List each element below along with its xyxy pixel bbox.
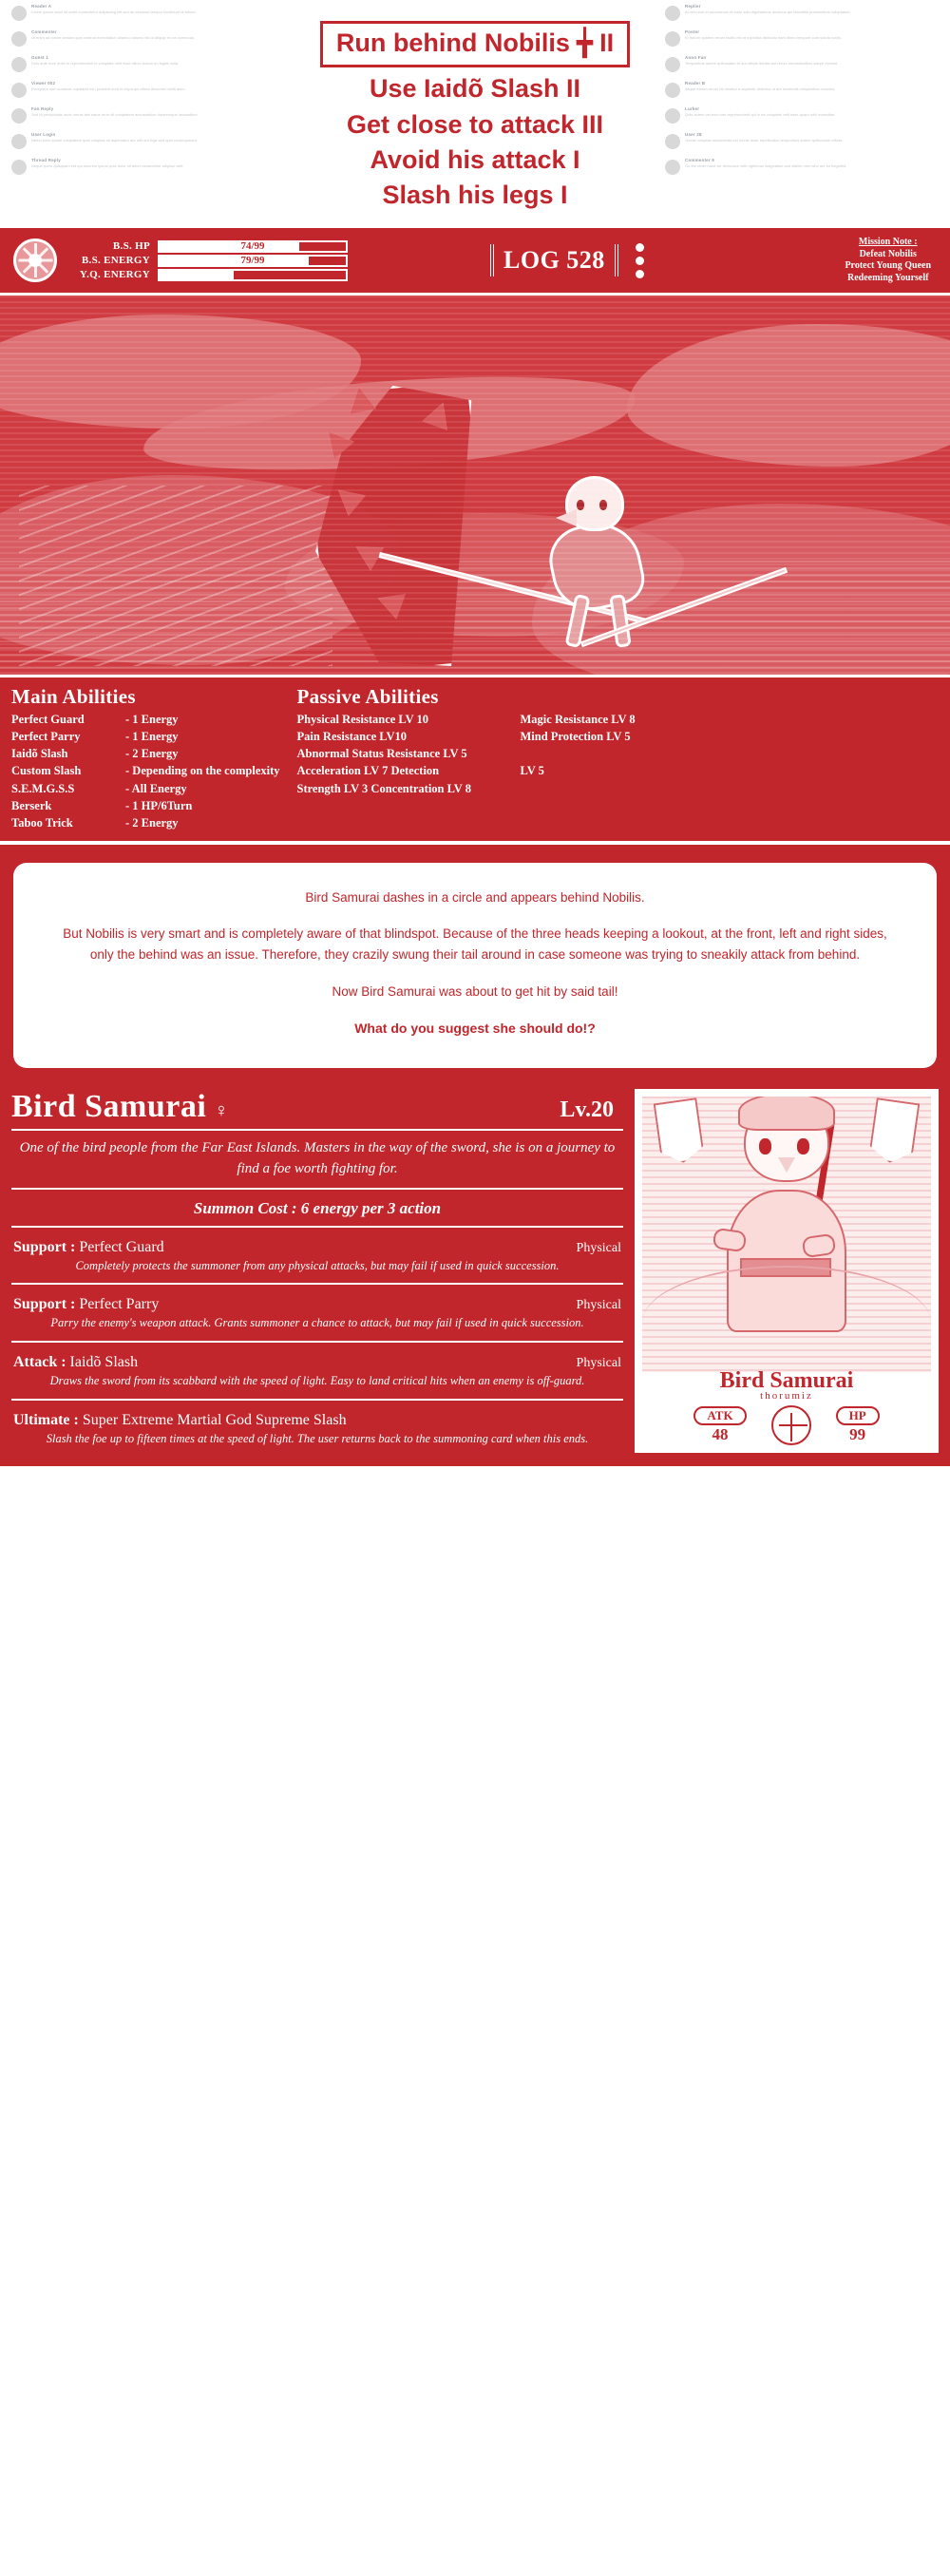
- passive-left: Abnormal Status Resistance LV 5: [296, 747, 467, 761]
- passive-row: [297, 780, 940, 797]
- stat-bar-value: 74/99: [240, 239, 265, 252]
- character-flavor-text: One of the bird people from the Far East Islands. Masters in the way of the sword, she is on a journey to find a foe worth fighting for.: [19, 1140, 616, 1176]
- passive-row: [297, 762, 940, 779]
- stat-label: HP: [836, 1406, 880, 1425]
- character-name: Bird Samurai: [11, 1089, 207, 1125]
- portrait-figure: [696, 1097, 877, 1332]
- skill-description: Draws the sword from its scabbard with the speed of light. Easy to land critical hits when an enemy is off-guard.: [49, 1374, 585, 1388]
- stat-bar-label: B.S. ENERGY: [81, 255, 150, 266]
- ability-row: [11, 762, 280, 779]
- summon-cost-label: Summon Cost :: [193, 1198, 297, 1217]
- gender-icon: ♀: [214, 1100, 229, 1122]
- ability-row: [11, 745, 280, 762]
- comment-author: Replier: [685, 4, 701, 9]
- comment-text: Ut enim ad minim veniam quis nostrud exercitation ullamco laboris nisi ut aliquip ex ea commodo.: [31, 35, 196, 40]
- mission-note-title: Mission Note :: [858, 236, 918, 247]
- comment-author: Reader B: [685, 81, 706, 86]
- comment-text: Et harum quidem rerum facilis est et expedita distinctio nam libero tempore cum soluta nobis.: [685, 35, 842, 40]
- passive-row: [297, 745, 940, 762]
- passive-row: [297, 711, 940, 728]
- comment-text: Sed ut perspiciatis unde omnis iste natus error sit voluptatem accusantium doloremque laudantium.: [31, 112, 199, 117]
- divider: [11, 1188, 623, 1190]
- divider: [11, 1129, 623, 1131]
- comment-author: Guest 1: [31, 55, 48, 60]
- divider: [11, 1399, 623, 1401]
- instruction-line-5: Slash his legs I: [382, 181, 568, 209]
- narrative-paragraph: Bird Samurai dashes in a circle and appears behind Nobilis.: [305, 889, 645, 905]
- comment-author: Commenter: [31, 29, 57, 34]
- skill-name: Perfect Parry: [79, 1296, 160, 1313]
- passive-right: [521, 780, 768, 797]
- stat-bar-track: [158, 269, 348, 281]
- halftone-overlay: [0, 296, 950, 675]
- stat-value: 48: [712, 1425, 729, 1444]
- status-bar: [0, 228, 950, 293]
- instruction-overlay: [0, 21, 950, 213]
- ability-name: Custom Slash: [11, 764, 82, 778]
- skill-type: Support :: [13, 1296, 76, 1313]
- instruction-line-1-text: Run behind Nobilis ╈ II: [320, 21, 630, 67]
- ability-row: [11, 780, 280, 797]
- skill-description: Parry the enemy's weapon attack. Grants summoner a chance to attack, but may fail if used in quick succession.: [50, 1316, 584, 1330]
- stat-label: ATK: [694, 1406, 746, 1425]
- skill-tag: Physical: [576, 1298, 621, 1313]
- narrative-paragraph: Now Bird Samurai was about to get hit by said tail!: [332, 983, 618, 999]
- ability-row: [11, 814, 280, 831]
- narrative-box: [13, 863, 937, 1068]
- instruction-line-2: Use Iaidõ Slash II: [369, 74, 581, 104]
- portrait-art: [642, 1097, 931, 1372]
- skill-entry: [11, 1408, 623, 1453]
- portrait-hair: [738, 1097, 835, 1131]
- skill-entry: [11, 1292, 623, 1337]
- stat-bar-label: B.S. HP: [112, 240, 150, 252]
- main-abilities: [11, 685, 280, 831]
- skill-entry: [11, 1350, 623, 1395]
- stat-bar-label: Y.Q. ENERGY: [79, 269, 150, 280]
- menu-dots-icon: [636, 243, 644, 278]
- ability-cost: - 2 Energy: [125, 815, 179, 830]
- instruction-line-3: Get close to attack III: [346, 109, 604, 139]
- main-abilities-title: Main Abilities: [11, 685, 136, 708]
- skill-type: Ultimate :: [13, 1412, 79, 1429]
- portrait-name: Bird Samurai: [719, 1368, 854, 1394]
- divider: [11, 1283, 623, 1285]
- summon-cost-value: 6 energy per 3 action: [300, 1198, 442, 1217]
- comment-feed-background: [0, 0, 950, 228]
- passive-abilities-title: Passive Abilities: [296, 685, 439, 708]
- skill-name: Iaidõ Slash: [69, 1354, 139, 1371]
- ability-cost: - Depending on the complexity: [125, 764, 280, 778]
- ability-cost: - 1 HP/6Turn: [125, 798, 193, 812]
- comment-author: Lurker: [685, 106, 700, 111]
- stat-hp: [836, 1406, 880, 1444]
- passive-right: Magic Resistance LV 8: [520, 713, 636, 726]
- character-header: [11, 1089, 623, 1125]
- comment-author: Viewer 002: [31, 81, 56, 86]
- skill-name: Super Extreme Martial God Supreme Slash: [82, 1412, 347, 1429]
- log-counter: LOG 528: [490, 244, 618, 277]
- narrative-paragraph: But Nobilis is very smart and is completely aware of that blindspot. Because of the three heads keeping a lookout, at the front, left and right sides, only the behind was an issue. Therefore, they crazily swung their tail around in case someone was trying to sneakily attack from behind.: [63, 926, 887, 963]
- stat-bar-value: 10/25: [240, 268, 265, 280]
- stat-bar-track: [158, 255, 348, 267]
- stat-value: 99: [849, 1425, 866, 1444]
- ability-name: Taboo Trick: [11, 815, 73, 830]
- passive-right: LV 5: [520, 764, 544, 778]
- abilities-panel: [0, 677, 950, 841]
- passive-abilities: [290, 685, 940, 831]
- divider: [11, 1341, 623, 1343]
- ability-name: Iaidõ Slash: [11, 747, 68, 761]
- character-card: [0, 1081, 950, 1466]
- comment-text: Excepteur sint occaecat cupidatat non proident sunt in culpa qui officia deserunt mollit anim.: [31, 86, 186, 91]
- comment-text: Temporibus autem quibusdam et aut officiis debitis aut rerum necessitatibus saepe eveniet.: [685, 61, 839, 66]
- status-line: Status : -: [528, 844, 574, 858]
- stat-atk: [694, 1406, 746, 1444]
- stat-bars: [72, 240, 348, 281]
- comment-author: Anon Fan: [685, 55, 707, 60]
- comment-author: User Login: [31, 132, 56, 137]
- mission-item: Defeat Nobilis: [859, 248, 917, 259]
- comment-author: Poster: [685, 29, 700, 34]
- summon-cost: [11, 1197, 623, 1222]
- portrait-eye: [797, 1138, 809, 1154]
- passive-right: [521, 745, 768, 762]
- narrative-question: What do you suggest she should do!?: [354, 1020, 596, 1036]
- portrait-stats: [642, 1405, 931, 1445]
- portrait-arm: [712, 1228, 748, 1253]
- mission-item: Redeeming Yourself: [847, 272, 929, 283]
- narrative-section: [0, 859, 950, 1081]
- comment-author: Thread Reply: [31, 158, 61, 162]
- crest-icon: [771, 1405, 811, 1445]
- ability-name: Berserk: [11, 798, 52, 812]
- skill-description: Slash the foe up to fifteen times at the speed of light. The user returns back to the summoning card when this ends.: [46, 1432, 589, 1446]
- ability-name: Perfect Parry: [11, 730, 81, 744]
- comment-text: Omnis voluptas assumenda est omnis dolor repellendus temporibus autem quibusdam officiis.: [685, 138, 844, 143]
- passive-left: Pain Resistance LV10: [296, 730, 408, 744]
- character-level: Lv.20: [560, 1097, 614, 1123]
- portrait-subtitle: thorumiz: [760, 1390, 813, 1402]
- comment-item: [11, 4, 285, 21]
- ability-row: [11, 797, 280, 814]
- comment-text: Lorem ipsum dolor sit amet consectetur adipiscing elit sed do eiusmod tempor incididunt ut labore.: [31, 10, 197, 14]
- ability-row: [11, 711, 280, 728]
- mission-item: Protect Young Queen: [845, 260, 931, 272]
- beak-icon: [778, 1157, 795, 1173]
- skill-name: Perfect Guard: [79, 1238, 164, 1255]
- comment-author: User 28: [685, 132, 702, 137]
- skill-tag: Physical: [576, 1240, 621, 1255]
- skill-type: Support :: [13, 1238, 76, 1255]
- ability-name: S.E.M.G.S.S: [11, 781, 75, 795]
- comment-author: Fan Reply: [31, 106, 54, 111]
- portrait-eye: [759, 1138, 771, 1154]
- passive-left: Acceleration LV 7 Detection: [296, 764, 440, 778]
- comment-text: Duis aute irure dolor in reprehenderit in voluptate velit esse cillum dolore eu fugiat nulla.: [31, 61, 180, 66]
- comment-text: Quis autem vel eum iure reprehenderit qui in ea voluptate velit esse quam nihil molestiae.: [685, 112, 836, 117]
- stat-bar-row: [72, 240, 348, 253]
- ability-name: Perfect Guard: [11, 713, 85, 726]
- character-details: [11, 1089, 623, 1453]
- ability-cost: - 1 Energy: [125, 730, 179, 744]
- ability-row: [11, 728, 280, 745]
- instruction-line-1: [0, 21, 950, 71]
- emblem-icon: [13, 239, 57, 282]
- passive-left: Strength LV 3 Concentration LV 8: [296, 781, 471, 795]
- ability-cost: - 1 Energy: [125, 713, 179, 726]
- comment-text: At vero eos et accusamus et iusto odio dignissimos ducimus qui blanditiis praesentium voluptatum.: [685, 10, 851, 14]
- stat-bar-row: [72, 255, 348, 267]
- scene-illustration: [0, 293, 950, 677]
- skill-description: Completely protects the summoner from any physical attacks, but may fail if used in quick succession.: [75, 1258, 560, 1272]
- comment-text: On the other hand we denounce with righteous indignation and dislike men who are so beguiled.: [685, 163, 847, 168]
- mission-note: [845, 237, 937, 285]
- comment-text: Nemo enim ipsam voluptatem quia voluptas sit aspernatur aut odit aut fugit sed quia consequuntur.: [31, 138, 198, 143]
- character-portrait-card: [635, 1089, 939, 1453]
- stat-bar-row: [72, 269, 348, 281]
- avatar: [665, 6, 680, 21]
- obi-sash: [740, 1258, 831, 1277]
- stat-bar-value: 79/99: [240, 254, 265, 266]
- passive-left: Physical Resistance LV 10: [296, 713, 429, 726]
- comment-author: Commenter 9: [685, 158, 714, 162]
- instruction-line-4: Avoid his attack I: [370, 144, 580, 174]
- stat-bar-track: [158, 240, 348, 253]
- passive-right: Mind Protection LV 5: [520, 730, 631, 744]
- passive-row: [297, 728, 940, 745]
- comment-text: Itaque earum rerum hic tenetur a sapiente delectus ut aut reiciendis voluptatibus maiores.: [685, 86, 836, 91]
- avatar: [11, 6, 27, 21]
- comment-text: Neque porro quisquam est qui dolorem ipsum quia dolor sit amet consectetur adipisci velit.: [31, 163, 184, 168]
- skill-tag: Physical: [576, 1356, 621, 1371]
- ability-cost: - 2 Energy: [125, 747, 179, 761]
- divider: [11, 1226, 623, 1228]
- comment-author: Reader A: [31, 4, 52, 9]
- comment-item: [665, 4, 939, 21]
- skill-entry: [11, 1235, 623, 1280]
- ability-cost: - All Energy: [125, 781, 187, 795]
- skill-type: Attack :: [13, 1354, 66, 1371]
